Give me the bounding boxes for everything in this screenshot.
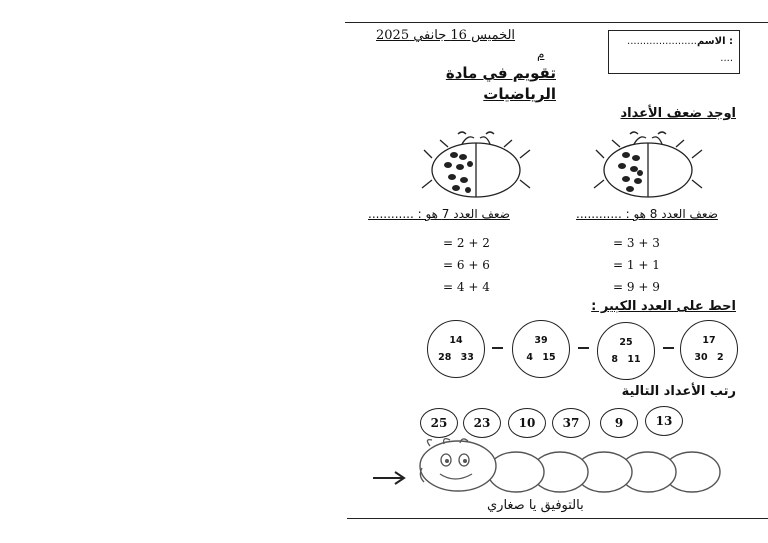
order-number[interactable]: 25	[420, 408, 458, 438]
bubble-top-number: 39	[534, 335, 548, 346]
top-rule	[345, 22, 768, 23]
closing-message: بالتوفيق يا صغاري	[487, 498, 584, 513]
bubble-top-number: 14	[449, 335, 463, 346]
arrow-right-icon	[371, 470, 407, 486]
equation-left-3: = 4 + 4	[443, 280, 490, 294]
number-bubble[interactable]	[427, 320, 485, 378]
section-order-title: رتب الأعداد التالية	[621, 384, 736, 399]
bubble-separator	[663, 347, 674, 349]
date-line: الخميس 16 جانفي 2025	[376, 28, 516, 43]
caterpillar-icon	[410, 438, 722, 494]
bubble-separator	[578, 347, 589, 349]
order-number[interactable]: 23	[463, 408, 501, 438]
equation-left-1: = 2 + 2	[443, 236, 490, 250]
ladybug-right-icon	[590, 130, 708, 200]
bubble-bottom-numbers: 30 2	[694, 352, 724, 363]
bubble-bottom-numbers: 8 11	[611, 354, 641, 365]
page-title-line1: تقويم في مادة	[445, 64, 556, 82]
equation-right-3: = 9 + 9	[613, 280, 660, 294]
bubble-separator	[492, 347, 503, 349]
section-circle-title: احط على العدد الكبير :	[591, 299, 736, 314]
equation-right-2: = 1 + 1	[613, 258, 660, 272]
bottom-rule	[347, 518, 768, 519]
caption-double-7: ضعف العدد 7 هو : ............	[368, 207, 510, 221]
name-dots-2: ....	[720, 53, 733, 64]
name-box	[608, 30, 740, 74]
caption-double-8: ضعف العدد 8 هو : ............	[576, 207, 718, 221]
ladybug-left-icon	[418, 130, 536, 200]
section-double-title: اوجد ضعف الأعداد	[620, 106, 736, 121]
number-bubble[interactable]	[512, 320, 570, 378]
equation-left-2: = 6 + 6	[443, 258, 490, 272]
order-number[interactable]: 37	[552, 408, 590, 438]
number-bubble[interactable]	[680, 320, 738, 378]
equation-right-1: = 3 + 3	[613, 236, 660, 250]
order-number[interactable]: 9	[600, 408, 638, 438]
bubble-top-number: 17	[702, 335, 716, 346]
name-label: : الاسم	[696, 36, 733, 47]
bubble-bottom-numbers: 4 15	[526, 352, 556, 363]
order-number[interactable]: 10	[508, 408, 546, 438]
page-title-line2: الرياضيات	[483, 85, 556, 103]
name-dots: ......................	[627, 36, 697, 47]
bubble-top-number: 25	[619, 337, 633, 348]
order-number[interactable]: 13	[645, 406, 683, 436]
bubble-bottom-numbers: 28 33	[438, 352, 474, 363]
date-suffix: م	[537, 47, 545, 61]
number-bubble[interactable]	[597, 322, 655, 380]
